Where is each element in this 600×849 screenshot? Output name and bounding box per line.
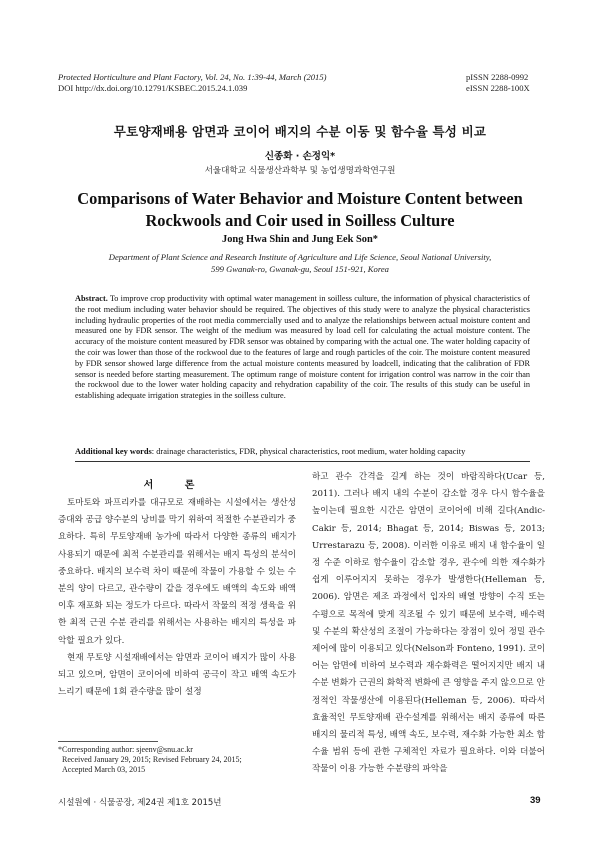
- korean-authors: 신종화 · 손정익*: [264, 151, 336, 162]
- page-number: 39: [530, 795, 541, 806]
- keywords-text: : drainage characteristics, FDR, physical characteristics, root medium, water holding capacity: [151, 447, 466, 456]
- korean-affiliation: 서울대학교 식물생산과학부 및 농업생명과학연구원: [204, 166, 396, 176]
- korean-title: 무토양재배용 암면과 코이어 배지의 수분 이동 및 함수율 특성 비교: [113, 124, 487, 139]
- accepted-date: Accepted March 03, 2015: [62, 765, 146, 775]
- journal-citation: [58, 72, 327, 83]
- journal-line: Protected Horticulture and Plant Factory, Vol. 24, No. 1:39-44, March (2015): [58, 72, 327, 82]
- footer-journal: 시설원예 · 식물공장, 제24권 제1호 2015년: [58, 798, 222, 808]
- english-title: Comparisons of Water Behavior and Moisture Content between Rockwools and Coir used in Soilless Culture: [77, 189, 523, 230]
- footnote: [58, 745, 242, 776]
- body-right-column: [312, 469, 545, 779]
- corresponding-author: *Corresponding author: sjeenv@snu.ac.kr: [58, 745, 193, 754]
- english-authors: Jong Hwa Shin and Jung Eek Son*: [222, 234, 378, 245]
- body-left-column: [58, 495, 296, 701]
- abstract-label: Abstract.: [75, 294, 108, 303]
- pissn: pISSN 2288-0992: [466, 72, 529, 82]
- received-date: Received January 29, 2015; Revised February 24, 2015;: [62, 755, 242, 765]
- footnote-rule: [58, 741, 158, 742]
- body-paragraph: 현재 무토양 시설재배에서는 암면과 코이어 배지가 많이 사용되고 있으며, 암면이 코이어에 비하여 공극이 작고 배액 속도가 느리기 때문에 1회 관수량을 많이 설정: [58, 652, 296, 698]
- body-paragraph: 토마토와 파프리카를 대규모로 재배하는 시설에서는 생산성 증대와 공급 양수분의 낭비를 막기 위하여 적절한 수분관리가 중요하다. 특히 무토양재배 농가에 따라서 다양한 종류의 배지가 사용되기 때문에 최적 수분관리를 위해서는 배지 특성의 분석이 중요하다. 배지의 보수력 차이 때문에 작물이 가용할 수 있는 수분의 양이 다르고, 관수량이 같을 경우에도 배액의 속도와 배액 이후 재포화 되는 정도가 다르다. 따라서 작물의 적정 생육을 위한 최적 근권 수분 관리를 위해서는 사용하는 배지의 특성을 파악할 필요가 있다.: [58, 498, 296, 646]
- divider-rule: [75, 461, 530, 462]
- affiliation-line-1: Department of Plant Science and Research Institute of Agriculture and Life Science, Seoul National University,: [108, 252, 492, 262]
- affiliation-line-2: 599 Gwanak-ro, Gwanak-gu, Seoul 151-921, Korea: [211, 263, 389, 274]
- keywords-label: Additional key words: [75, 447, 152, 456]
- abstract-text: To improve crop productivity with optimal water management in soilless culture, the information of physical characteristics of the root medium including water behavior should be required. The objectives of this study were to analyze the physical characteristics including hydraulic properties of the root media commercially used and to analyze the relationships between actual moisture content and measured one by FDR sensor. The weight of the medium was measured by load cell for calculating the actual moisture content. The accuracy of the moisture content measured by FDR sensor was obtained by comparing with the actual one. The water holding capacity of the coir was lower than those of the rockwool due to the features of large and rough particles of the coir. The moisture content measured by FDR sensor showed large difference from the actual moisture contents measured by loadcell, indicating that the calibration of FDR sensor is needed before starting measurement. The optimum range of moisture content for irrigation control was narrow in the coir than the rockwool due to the lower water holding capacity and rehydration capability of the coir. The results of this study can be useful in establishing adequate irrigation strategies in the soilless culture.: [75, 294, 530, 401]
- abstract: [75, 294, 530, 402]
- eissn: eISSN 2288-100X: [466, 83, 530, 93]
- section-heading: 서 론: [143, 480, 209, 491]
- body-paragraph: 하고 관수 간격을 길게 하는 것이 바람직하다(Ucar 등, 2011). 그러나 배지 내의 수분이 감소할 경우 다시 함수율을 높이는데 필요한 시간은 암면이 코이어에 비해 길다(Andic-Cakir 등, 2014; Bhagat 등, 2014; Biswas 등, 2013; Urrestarazu 등, 2008). 이러한 이유로 배지 내 함수율이 일정 수준 이하로 함수율이 감소할 경우, 관수에 의한 재수화가 쉽게 이루어지지 못하는 경우가 발생한다(Helleman 등, 2006). 암면은 제조 과정에서 입자의 배열 방향이 수직 또는 수평으로 목적에 맞게 직조될 수 있기 때문에 보수력, 배수력 및 수분의 확산성의 조절이 가능하다는 장점이 있어 정밀 관수제어에 많이 이용되고 있다(Nelson과 Fonteno, 1991). 코이어는 암면에 비하여 보수력과 재수화력은 떨어지지만 배지 내 수분 변화가 근권의 화학적 변화에 큰 영향을 주지 않으므로 안정적인 작물생산에 이용된다(Helleman 등, 2006). 따라서 효율적인 무토양재배 관수설계를 위해서는 배지 종류에 따른 배지의 물리적 특성, 배액 속도, 보수력, 재수화 가능한 최소 함수율 범위 등에 관한 구체적인 자료가 필요하다. 이와 더불어 작물이 이용 가능한 수분량의 파악을: [312, 472, 545, 775]
- keywords: [75, 446, 530, 457]
- english-affiliation: [50, 252, 550, 275]
- doi[interactable]: DOI http://dx.doi.org/10.12791/KSBEC.2015.24.1.039: [58, 83, 248, 93]
